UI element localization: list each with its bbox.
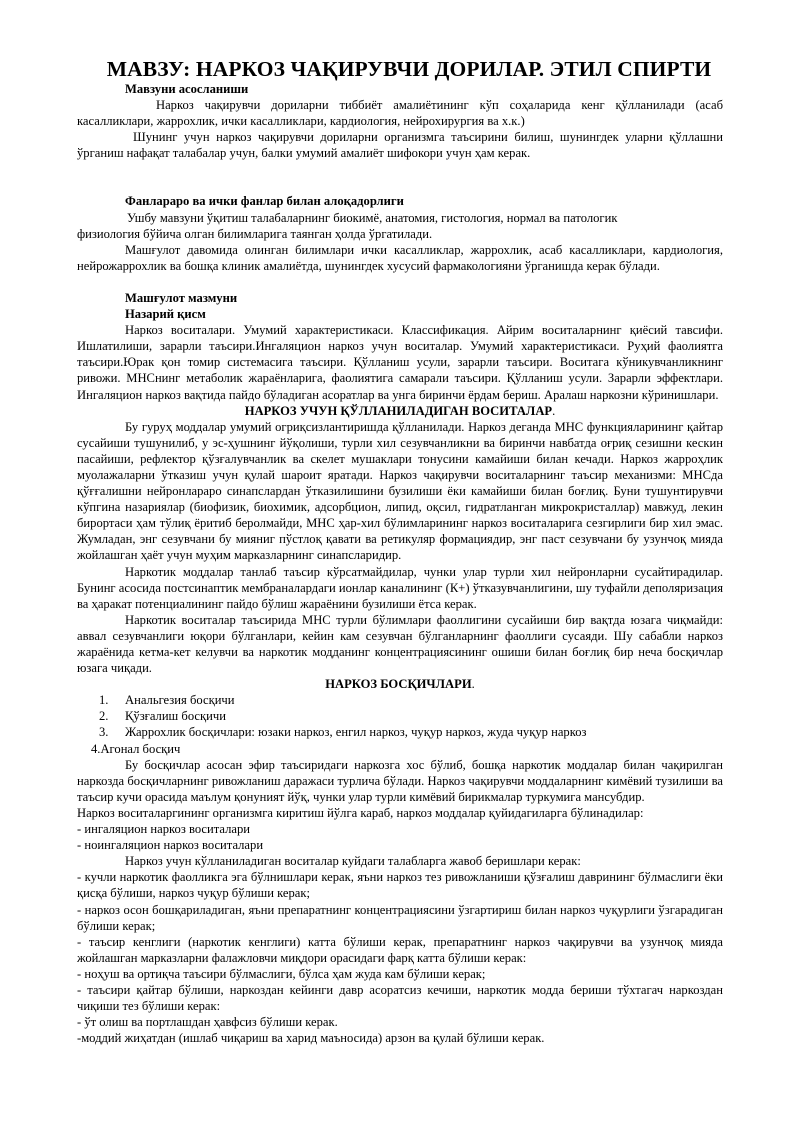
interdisciplinary-line-1: Ушбу мавзуни ўқитиш талабаларнинг биокимё, анатомия, гистология, нормал ва патологик bbox=[127, 210, 618, 225]
stages-heading-suffix: . bbox=[471, 677, 475, 692]
requirement-item: - таъсир кенглиги (наркотик кенглиги) катта бўлиши керак, препаратнинг наркоз чақирувчи ва узунчоқ мияда жойлашган марказларни фалажловчи миқдори орасидаги фарқ катта бўлиши керак: bbox=[77, 934, 723, 965]
basis-heading: Мавзуни асосланиши bbox=[125, 82, 249, 96]
requirement-item: -моддий жиҳатдан (ишлаб чиқариш ва харид маъносида) арзон ва қулай бўлиши керак. bbox=[77, 1031, 545, 1046]
theory-paragraph: Наркоз воситалари. Умумий характеристикаси. Классификация. Айрим воситаларнинг қиёсий тавсифи. Ишлатилиши, зарарли таъсири.Ингаляцион наркоз учун воситалар. Умумий характеристикаси. Руҳий фаолиятга таъсири.Юрак қон томир системасига таъсири. Қўлланиш усули, зарарли таъсири. Воситага кўникувчанликнинг ривожи. МНСнинг метаболик жараёнларига, фаолиятига самарали таъсири. Қўлланиш усули. Зарарли эффектлари. Ингаляцион наркоз вақтида пайдо бўладиган асоратлар ва унга биринчи ёрдам бериш. Аралаш наркозни кўринишлари. bbox=[77, 323, 723, 402]
spacer bbox=[77, 161, 723, 177]
theory-heading: Назарий қисм bbox=[125, 307, 206, 322]
lesson-content-heading: Машғулот мазмуни bbox=[125, 290, 238, 305]
stage-number: 3. bbox=[99, 725, 109, 740]
requirement-item: - кучли наркотик фаолликга эга бўлнишлари керак, яъни наркоз тез ривожланиши қўзғалиш даврининг бўлмаслиги ёки қисқа бўлиши, наркоз чуқур бўлиши керак; bbox=[77, 870, 723, 901]
spacer bbox=[77, 274, 723, 290]
classification-item: - ингаляцион наркоз воситалари bbox=[77, 822, 251, 837]
basis-paragraph-2: Шунинг учун наркоз чақирувчи дориларни организмга таъсирини билиш, шунингдек уларни қўллашни ўрганиш нафақат талабалар учун, балки умумий амалиёт шифокори учун ҳам керак. bbox=[77, 130, 723, 161]
stages-paragraph: Бу босқичлар асосан эфир таъсиридаги наркозга хос бўлиб, бошқа наркотик моддалар билан чақирилган наркозда босқичларнинг ривожланиш даражаси турлича бўлади. Наркоз чақирувчи моддаларнинг кимёвий тузилиши ва таъсир кучи орасида маълум қонуният йўқ, чунки улар турли кимёвий бирикмалар туркумига мансубдир. bbox=[77, 757, 723, 804]
requirement-item: - ноҳуш ва ортиқча таъсири бўлмаслиги, бўлса ҳам жуда кам бўлиши керак; bbox=[77, 966, 486, 981]
means-heading-text: НАРКОЗ УЧУН ҚЎЛЛАНИЛАДИГАН ВОСИТАЛАР bbox=[244, 403, 553, 418]
requirement-item: - наркоз осон бошқариладиган, яъни препаратнинг концентрациясини ўзгартириш билан наркоз чуқурлиги ўзгарадиган бўлиши керак; bbox=[77, 902, 723, 933]
requirements-intro: Наркоз учун кўлланиладиган воситалар куйдаги талабларга жавоб беришлари керак: bbox=[125, 854, 581, 869]
document-body bbox=[77, 81, 723, 1046]
basis-paragraph-1: Наркоз чақирувчи дориларни тиббиёт амалиётининг кўп соҳаларида кенг қўлланилади (асаб касалликлари, жаррохлик, ички касалликлари, кардиология, нейрохирургия ва х.к.) bbox=[77, 98, 723, 129]
stage-number: 2. bbox=[99, 709, 109, 724]
list-item bbox=[77, 724, 723, 740]
stages-list bbox=[77, 692, 723, 740]
requirement-item: - ўт олиш ва портлашдан ҳавфсиз бўлиши керак. bbox=[77, 1015, 338, 1030]
interdisciplinary-paragraph-2: Машғулот давомида олинган билимлари ички касалликлар, жаррохлик, асаб касалликлари, кардиология, нейрожаррохлик ва бошқа клиник амалиётда, шунингдек хусусий фармакологияни ўрганишда керак бўлади. bbox=[77, 242, 723, 273]
interdisciplinary-line-2: физиология бўйича олган билимларига таянган ҳолда ўргатилади. bbox=[77, 226, 433, 241]
stages-heading-text: НАРКОЗ БОСҚИЧЛАРИ bbox=[325, 677, 472, 692]
means-paragraph-3: Наркотик воситалар таъсирида МНС турли бўлимлари фаоллигини сусайиши бир вақтда юзага чиқмайди: аввал сезувчанлиги юқори бўлганлари, кейин кам сезувчан бўлганларнинг фаоллиги сусаяди. Шу сабабли наркоз жараёнида кетма-кет келувчи ва наркотик модданинг концентрациясининг ошиши билан боғлиқ бир неча босқичлар юзага чиқади. bbox=[77, 612, 723, 676]
stages-heading bbox=[77, 676, 723, 692]
spacer bbox=[77, 177, 723, 193]
classification-intro: Наркоз воситаларгининг организмга киритиш йўлга караб, наркоз моддалар қуйидагиларга бўлинадилар: bbox=[77, 805, 644, 820]
stage-text: Анальгезия босқичи bbox=[125, 693, 235, 708]
list-item bbox=[77, 708, 723, 724]
list-item bbox=[77, 692, 723, 708]
classification-item: - ноингаляцион наркоз воситалари bbox=[77, 838, 264, 853]
requirement-item: - таъсири қайтар бўлиши, наркоздан кейинги давр асоратсиз кечиши, наркотик модда бериши тўхтагач наркоздан чиқиши тез бўлиши керак: bbox=[77, 982, 723, 1014]
page-title: МАВЗУ: НАРКОЗ ЧАҚИРУВЧИ ДОРИЛАР. ЭТИЛ СПИРТИ bbox=[106, 57, 712, 81]
means-paragraph-2: Наркотик моддалар танлаб таъсир кўрсатмайдилар, чунки улар турли хил нейронларни сусайтирадилар. Бунинг асосида постсинаптик мембраналардаги ионлар каналининг (К+) ўтказувчанлигини, шу туфайли деполяризация ва ҳаракат потенциалининг пайдо бўлиш жараёнини бузилиши ётса керак. bbox=[77, 564, 723, 611]
stage-text: Қўзғалиш босқичи bbox=[125, 709, 226, 724]
means-paragraph-1: Бу гуруҳ моддалар умумий огриқсизлантиришда қўлланилади. Наркоз деганда МНС функцияларининг қайтар сусайиши тушунилиб, у эс-ҳушнинг йўқолиши, турли хил сезувчанликни ва биринчи навбатда оғриқ сезишни кескин пасайиши, рефлектор қўзғалувчанлик ва скелет мушаклари тонусини камайиши билан кечади. Наркоз жарроҳлик муолажаларни ўтказиш учун қулай шароит яратади. Наркоз чақирувчи воситаларнинг таъсир механизми: МНСда қўғғалишни нейронлараро синапслардан ўтказилишини бузилиши ёки камайиши билан боғлиқ. Буни тушунтирувчи кўпгина назариялар (биофизик, биохимик, адсорбцион, липид, оқсил, гидратланган микрокристаллар) мавжуд, лекин бирортаси ҳам тўлиқ ёритиб беролмайди, МНС ҳар-хил бўлимларининг наркоз воситаларига сезгирлиги бир хил эмас. Жумладан, энг сезувчани бу мияниг пўстлоқ қавати ва ретикуляр формациядир, энг паст сезувчани бу узунчоқ мияда жойлашган ҳаёт учун муҳим марказларнинг синапсларидир. bbox=[77, 419, 723, 563]
stage-text: Жаррохлик босқичлари: юзаки наркоз, енгил наркоз, чуқур наркоз, жуда чуқур наркоз bbox=[125, 725, 587, 740]
stage-number: 1. bbox=[99, 693, 109, 708]
means-heading bbox=[77, 403, 723, 419]
means-heading-suffix: . bbox=[552, 403, 556, 418]
stage-4-item: 4.Агонал босқич bbox=[91, 741, 181, 756]
interdisciplinary-heading: Фанлараро ва ички фанлар билан алоқадорлиги bbox=[125, 194, 404, 209]
